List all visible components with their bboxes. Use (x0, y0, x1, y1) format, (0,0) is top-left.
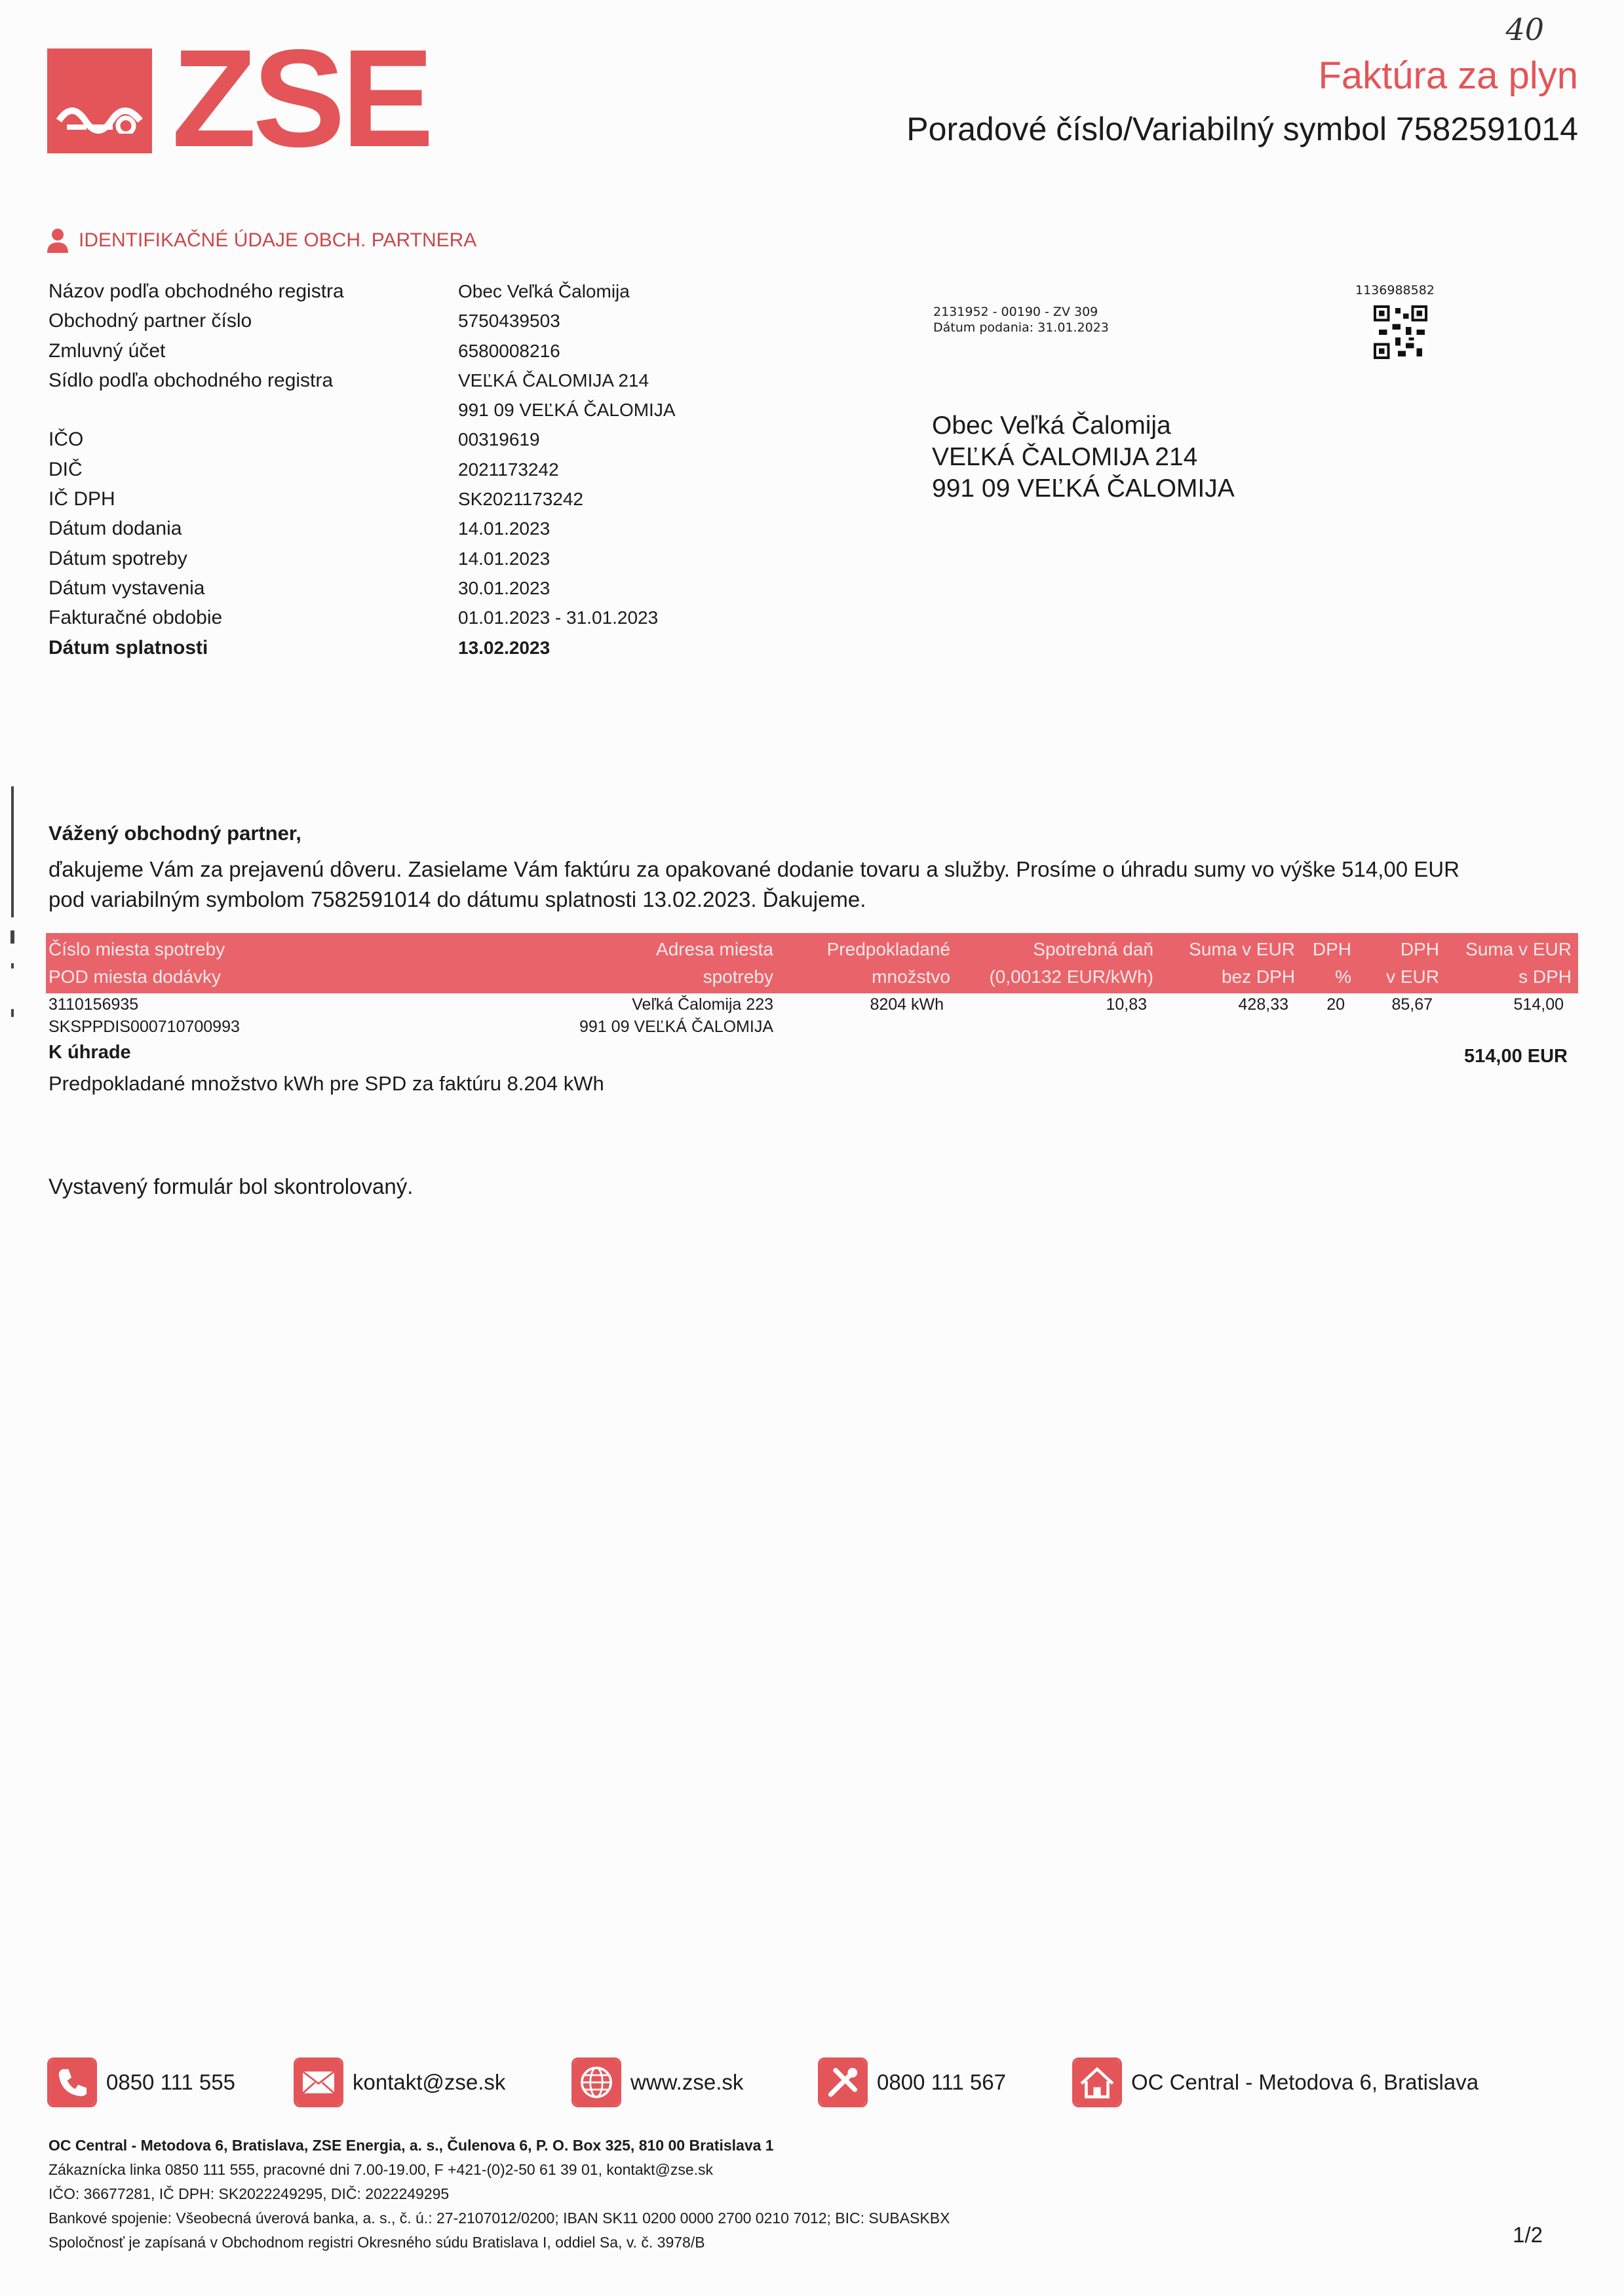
recipient-city: 991 09 VEĽKÁ ČALOMIJA (932, 474, 1235, 503)
contact-service: 0800 111 567 (818, 2057, 1006, 2107)
greeting: Vážený obchodný partner, (48, 822, 301, 845)
zse-logo (47, 20, 431, 176)
footer-line-4: Bankové spojenie: Všeobecná úverová banka, a. s., č. ú.: 27-2107012/0200; IBAN SK11 0200 0000 2700 0210 7012; BIC: SUBASKBX (48, 2210, 950, 2227)
recipient-address (932, 410, 1235, 505)
detail-row-due-date: Dátum splatnosti 13.02.2023 (48, 636, 551, 659)
total-amount: 514,00 EUR (1464, 1046, 1568, 1067)
excise-cell: 10,83 (1106, 995, 1147, 1014)
place-number-cell: 3110156935 SKSPPDIS000710700993 (48, 995, 240, 1036)
detail-row: Sídlo podľa obchodného registra VEĽKÁ ČALOMIJA 214 (48, 369, 649, 391)
company-footer (48, 2133, 950, 2255)
address-cell: Veľká Čalomija 223 991 09 VEĽKÁ ČALOMIJA (579, 995, 773, 1036)
submission-reference (933, 304, 1109, 335)
check-note: Vystavený formulár bol skontrolovaný. (48, 1174, 414, 1198)
recipient-street: VEĽKÁ ČALOMIJA 214 (932, 443, 1198, 471)
reference-code: 2131952 - 00190 - ZV 309 (933, 305, 1098, 319)
letter-body (48, 854, 1556, 915)
tools-icon (818, 2057, 868, 2107)
phone-icon (47, 2057, 97, 2107)
detail-row: Dátum vystavenia 30.01.2023 (48, 577, 551, 599)
footer-line-3: IČO: 36677281, IČ DPH: SK2022249295, DIČ: 2022249295 (48, 2185, 450, 2202)
detail-row: Fakturačné obdobie 01.01.2023 - 31.01.2023 (48, 607, 659, 629)
home-icon (1072, 2057, 1122, 2107)
quantity-cell: 8204 kWh (870, 995, 944, 1014)
partner-details (48, 277, 676, 662)
qr-code-icon (1374, 305, 1427, 359)
detail-row: 991 09 VEĽKÁ ČALOMIJA (458, 400, 676, 421)
page-number: 1/2 (1513, 2223, 1543, 2247)
contact-bar (47, 2057, 1555, 2110)
barcode-number: 1136988582 (1355, 283, 1435, 297)
detail-row: Dátum dodania 14.01.2023 (48, 518, 551, 540)
margin-barcode-icon (8, 537, 17, 1605)
detail-row: IČ DPH SK2021173242 (48, 488, 583, 510)
net-amount-cell: 428,33 (1238, 995, 1288, 1014)
logo-text: ZSE (172, 20, 431, 176)
detail-row: Obchodný partner číslo 5750439503 (48, 310, 560, 332)
footer-line-2: Zákaznícka linka 0850 111 555, pracovné dni 7.00-19.00, F +421-(0)2-50 61 39 01, kontakt@zse.sk (48, 2161, 714, 2178)
contact-web: www.zse.sk (571, 2057, 743, 2107)
letter-line-1: ďakujeme Vám za prejavenú dôveru. Zasielame Vám faktúru za opakované dodanie tovaru a služby. Prosíme o úhradu sumy vo výške 514,00 EUR (48, 857, 1460, 881)
contact-phone: 0850 111 555 (47, 2057, 235, 2107)
header-address: Adresa miesta spotreby (656, 939, 773, 987)
detail-row: Názov podľa obchodného registra Obec Veľká Čalomija (48, 280, 630, 302)
contact-branch: OC Central - Metodova 6, Bratislava (1072, 2057, 1479, 2107)
header-quantity: Predpokladané množstvo (826, 939, 950, 987)
detail-row: Dátum spotreby 14.01.2023 (48, 547, 551, 569)
header-vat-percent: DPH % (1312, 939, 1351, 987)
footer-line-1: OC Central - Metodova 6, Bratislava, ZSE Energia, a. s., Čulenova 6, P. O. Box 325, 810 00 Bratislava 1 (48, 2137, 774, 2154)
envelope-icon (294, 2057, 343, 2107)
document-title: Faktúra za plyn (1318, 54, 1578, 97)
total-label: K úhrade (48, 1042, 131, 1063)
document-subtitle: Poradové číslo/Variabilný symbol 7582591014 (906, 111, 1578, 147)
zse-logo-mark-icon (47, 48, 152, 153)
detail-row: DIČ 2021173242 (48, 458, 559, 480)
header-vat-eur: DPH v EUR (1386, 939, 1439, 987)
letter-line-2: pod variabilným symbolom 7582591014 do dátumu splatnosti 13.02.2023. Ďakujeme. (48, 887, 866, 911)
detail-row: Zmluvný účet 6580008216 (48, 339, 560, 362)
detail-row: IČO 00319619 (48, 429, 540, 451)
header-place-number: Číslo miesta spotreby POD miesta dodávky (48, 939, 225, 987)
invoice-table-header (46, 933, 1578, 993)
recipient-name: Obec Veľká Čalomija (932, 411, 1171, 440)
gross-amount-cell: 514,00 (1513, 995, 1564, 1014)
partner-section-title (46, 228, 476, 253)
contact-email: kontakt@zse.sk (294, 2057, 505, 2107)
submission-date: Dátum podania: 31.01.2023 (933, 320, 1109, 335)
header-excise-tax: Spotrebná daň (0,00132 EUR/kWh) (989, 939, 1153, 987)
footer-line-5: Spoločnosť je zapísaná v Obchodnom registri Okresného súdu Bratislava I, oddiel Sa, v. č. 3978/B (48, 2234, 705, 2251)
kwh-note: Predpokladané množstvo kWh pre SPD za faktúru 8.204 kWh (48, 1072, 604, 1095)
header-gross-amount: Suma v EUR s DPH (1465, 939, 1572, 987)
vat-percent-cell: 20 (1326, 995, 1345, 1014)
header-net-amount: Suma v EUR bez DPH (1189, 939, 1295, 987)
globe-icon (571, 2057, 621, 2107)
handwritten-number: 40 (1505, 12, 1544, 47)
partner-section-label: IDENTIFIKAČNÉ ÚDAJE OBCH. PARTNERA (79, 229, 477, 251)
vat-eur-cell: 85,67 (1391, 995, 1433, 1014)
person-icon (46, 228, 69, 253)
